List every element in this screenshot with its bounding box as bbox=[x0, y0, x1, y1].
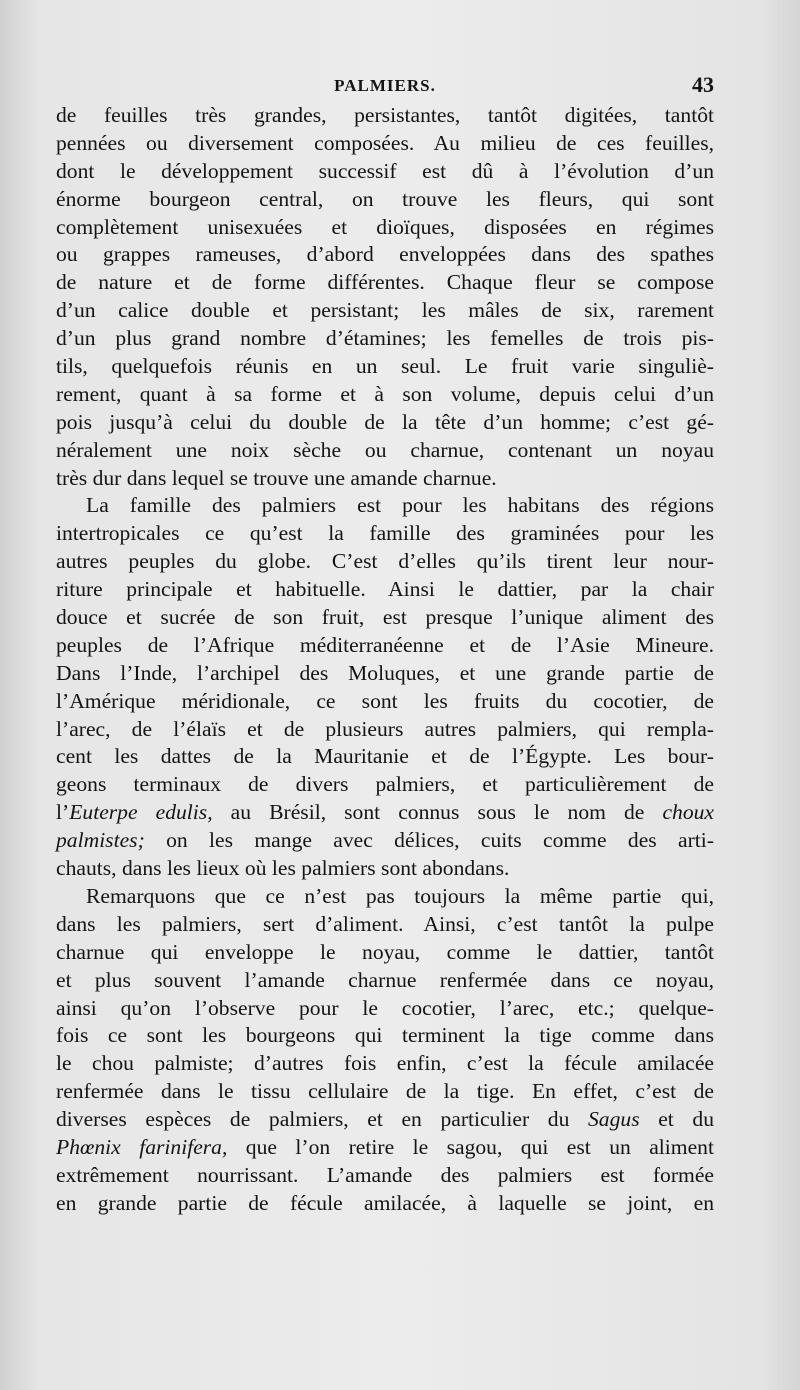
page-number: 43 bbox=[692, 72, 714, 97]
text-line: rement, quant à sa forme et à son volume, depuis celui d’un bbox=[56, 381, 714, 406]
text-line: geons terminaux de divers palmiers, et particulièrement de bbox=[56, 772, 714, 797]
text-line bbox=[56, 827, 714, 855]
text-line: ainsi qu’on l’observe pour le cocotier, l’arec, etc.; quelque- bbox=[56, 995, 714, 1020]
text-line: dans les palmiers, sert d’aliment. Ainsi, c’est tantôt la pulpe bbox=[56, 911, 714, 936]
text-line: le chou palmiste; d’autres fois enfin, c’est la fécule amilacée bbox=[56, 1051, 714, 1076]
italic-term: Sagus bbox=[588, 1107, 640, 1132]
text-line: d’un calice double et persistant; les mâles de six, rarement bbox=[56, 298, 714, 323]
text-line: La famille des palmiers est pour les habitans des régions bbox=[86, 493, 714, 518]
text-line: et plus souvent l’amande charnue renfermée dans ce noyau, bbox=[56, 967, 714, 992]
text-line: douce et sucrée de son fruit, est presque l’unique aliment des bbox=[56, 605, 714, 630]
text-line: ou grappes rameuses, d’abord enveloppées dans des spathes bbox=[56, 242, 714, 267]
text-line: néralement une noix sèche ou charnue, contenant un noyau bbox=[56, 437, 714, 462]
text-line: chauts, dans les lieux où les palmiers sont abondans. bbox=[56, 856, 510, 881]
text-run: l’ bbox=[56, 800, 70, 825]
text-line: en grande partie de fécule amilacée, à laquelle se joint, en bbox=[56, 1190, 714, 1215]
text-line: très dur dans lequel se trouve une amande charnue. bbox=[56, 465, 497, 490]
text-run: et du bbox=[639, 1107, 714, 1132]
body-text bbox=[56, 102, 714, 1218]
text-line: tils, quelquefois réunis en un seul. Le fruit varie singuliè- bbox=[56, 354, 714, 379]
text-line: charnue qui enveloppe le noyau, comme le dattier, tantôt bbox=[56, 939, 714, 964]
text-line: dont le développement successif est dû à l’évolution d’un bbox=[56, 158, 714, 183]
text-line: renfermée dans le tissu cellulaire de la tige. En effet, c’est de bbox=[56, 1079, 714, 1104]
text-run: diverses espèces de palmiers, et en particulier du bbox=[56, 1107, 588, 1132]
running-title: PALMIERS. bbox=[334, 76, 436, 95]
italic-term: choux bbox=[662, 800, 715, 825]
text-run: au Brésil, sont connus sous le nom de bbox=[212, 800, 663, 825]
text-line: cent les dattes de la Mauritanie et de l’Égypte. Les bour- bbox=[56, 744, 714, 769]
running-head bbox=[56, 72, 714, 102]
text-line bbox=[56, 799, 714, 827]
italic-term: Phœnix farinifera, bbox=[56, 1134, 228, 1159]
text-line: l’Amérique méridionale, ce sont les fruits du cocotier, de bbox=[56, 688, 714, 713]
text-line: d’un plus grand nombre d’étamines; les femelles de trois pis- bbox=[56, 326, 714, 351]
text-line: pois jusqu’à celui du double de la tête d’un homme; c’est gé- bbox=[56, 409, 714, 434]
text-line: peuples de l’Afrique méditerranéenne et de l’Asie Mineure. bbox=[56, 632, 714, 657]
text-line: Remarquons que ce n’est pas toujours la même partie qui, bbox=[86, 883, 714, 908]
text-line: de nature et de forme différentes. Chaque fleur se compose bbox=[56, 270, 714, 295]
text-run: que l’on retire le sagou, qui est un aliment bbox=[227, 1134, 714, 1159]
text-run: on les mange avec délices, cuits comme des arti- bbox=[144, 828, 714, 853]
text-line: de feuilles très grandes, persistantes, tantôt digitées, tantôt bbox=[56, 103, 714, 127]
text-line: Dans l’Inde, l’archipel des Moluques, et une grande partie de bbox=[56, 660, 714, 685]
italic-term: Euterpe edulis, bbox=[69, 800, 213, 825]
text-line bbox=[56, 1134, 714, 1162]
text-line: intertropicales ce qu’est la famille des graminées pour les bbox=[56, 521, 714, 546]
text-line: complètement unisexuées et dioïques, disposées en régimes bbox=[56, 214, 714, 239]
text-line: énorme bourgeon central, on trouve les fleurs, qui sont bbox=[56, 186, 714, 211]
text-line: l’arec, de l’élaïs et de plusieurs autres palmiers, qui rempla- bbox=[56, 716, 714, 741]
text-line bbox=[56, 1106, 714, 1134]
text-line: autres peuples du globe. C’est d’elles qu’ils tirent leur nour- bbox=[56, 549, 714, 574]
italic-term: palmistes; bbox=[56, 828, 145, 853]
text-line: riture principale et habituelle. Ainsi le dattier, par la chair bbox=[56, 577, 714, 602]
text-line: pennées ou diversement composées. Au milieu de ces feuilles, bbox=[56, 130, 714, 155]
text-line: extrêmement nourrissant. L’amande des palmiers est formée bbox=[56, 1162, 714, 1187]
text-line: fois ce sont les bourgeons qui terminent la tige comme dans bbox=[56, 1023, 714, 1048]
